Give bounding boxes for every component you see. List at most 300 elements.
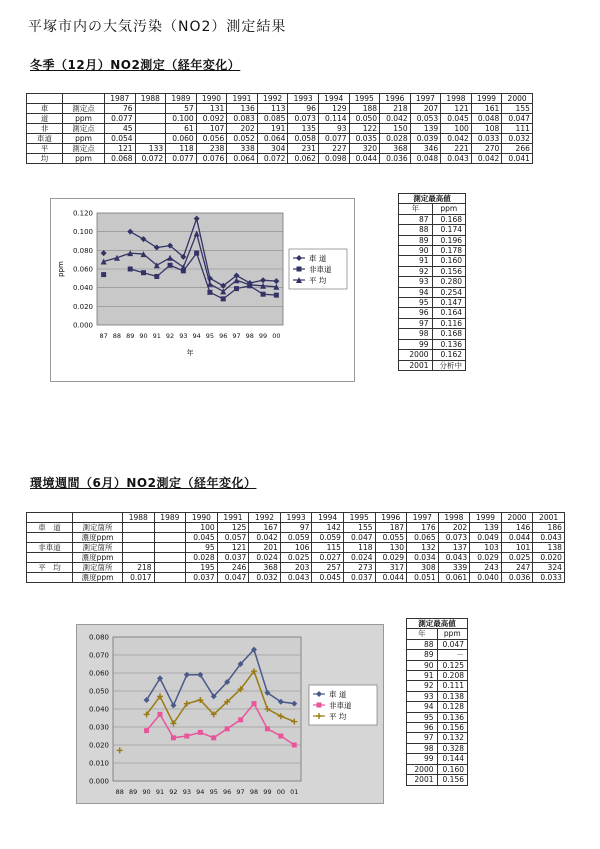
value-cell: 0.064: [227, 154, 258, 164]
value-cell: 103: [470, 543, 502, 553]
winter-chart: [50, 198, 355, 382]
value-cell: 218: [123, 563, 155, 573]
value-cell: 137: [438, 543, 470, 553]
x-tick-label: 92: [169, 788, 178, 796]
x-tick-label: 95: [205, 332, 215, 340]
row-sub-label: ppm: [63, 154, 105, 164]
row-sub-label: ppm: [63, 114, 105, 124]
data-point: [292, 743, 297, 748]
max-table-row: [407, 671, 468, 681]
value-cell: 0.028: [380, 134, 411, 144]
data-point: [154, 274, 159, 279]
data-point: [278, 734, 283, 739]
row-sub-label: 測定箇所: [73, 563, 123, 573]
data-point: [274, 293, 279, 298]
summer-section-title: 環境週間（6月）NO2測定（経年変化）: [30, 476, 257, 490]
value-cell: 0.098: [318, 154, 349, 164]
value-cell: 324: [533, 563, 565, 573]
max-table-row: [399, 266, 466, 276]
year-header-cell: 1987: [105, 94, 136, 104]
value-cell: 218: [380, 104, 411, 114]
value-cell: 61: [166, 124, 197, 134]
value-cell: [123, 553, 155, 563]
value-cell: 167: [249, 523, 281, 533]
value-cell: 0.044: [349, 154, 380, 164]
max-value-cell: 0.156: [437, 775, 468, 785]
value-cell: 130: [375, 543, 407, 553]
max-table-row: [407, 764, 468, 774]
value-cell: 0.032: [249, 573, 281, 583]
max-value-cell: 0.125: [437, 660, 468, 670]
max-year-cell: 90: [399, 246, 433, 256]
x-tick-label: 90: [139, 332, 148, 340]
year-header-cell: 1988: [123, 513, 155, 523]
max-year-cell: 95: [399, 298, 433, 308]
value-cell: 139: [410, 124, 441, 134]
value-cell: 108: [471, 124, 502, 134]
x-tick-label: 93: [182, 788, 191, 796]
max-table-row: [399, 360, 466, 370]
value-cell: 118: [166, 144, 197, 154]
x-tick-label: 91: [155, 788, 165, 796]
max-value-cell: 0.208: [437, 671, 468, 681]
value-cell: 0.029: [375, 553, 407, 563]
value-cell: 320: [349, 144, 380, 154]
year-header-cell: 1994: [318, 94, 349, 104]
x-tick-label: 99: [263, 788, 272, 796]
max-table-row: [399, 277, 466, 287]
data-point: [234, 286, 239, 291]
value-cell: [154, 573, 186, 583]
y-tick-label: 0.080: [72, 246, 93, 255]
value-cell: 0.045: [441, 114, 472, 124]
value-cell: 246: [217, 563, 249, 573]
value-cell: 0.033: [471, 134, 502, 144]
value-cell: 0.048: [471, 114, 502, 124]
value-cell: [135, 104, 166, 114]
value-cell: 161: [471, 104, 502, 114]
header-sub-cell: [73, 513, 123, 523]
year-header-cell: 1993: [280, 513, 312, 523]
winter-section-title: 冬季（12月）NO2測定（経年変化）: [30, 58, 241, 72]
year-header-cell: 2000: [502, 94, 533, 104]
row-group-label: [27, 573, 73, 583]
table-row: [27, 134, 533, 144]
value-cell: 201: [249, 543, 281, 553]
x-tick-label: 95: [209, 788, 218, 796]
value-cell: 155: [343, 523, 375, 533]
value-cell: 187: [375, 523, 407, 533]
data-point: [211, 735, 216, 740]
max-value-cell: 0.164: [432, 308, 466, 318]
table-row: [27, 543, 565, 553]
row-sub-label: 測定箇所: [73, 523, 123, 533]
winter-data-table: [26, 93, 533, 164]
max-value-cell: －: [437, 650, 468, 660]
value-cell: 95: [186, 543, 218, 553]
max-table-row: [399, 246, 466, 256]
value-cell: 346: [410, 144, 441, 154]
max-value-cell: 0.254: [432, 287, 466, 297]
table-row: [27, 154, 533, 164]
max-year-cell: 96: [399, 308, 433, 318]
value-cell: 0.048: [410, 154, 441, 164]
max-value-cell: 0.174: [432, 225, 466, 235]
value-cell: 0.072: [257, 154, 288, 164]
max-value-cell: 0.147: [432, 298, 466, 308]
max-value-cell: 0.156: [437, 723, 468, 733]
data-point: [261, 292, 266, 297]
value-cell: 131: [196, 104, 227, 114]
max-year-cell: 89: [407, 650, 438, 660]
table-row: [27, 573, 565, 583]
value-cell: 0.092: [196, 114, 227, 124]
value-cell: 202: [438, 523, 470, 533]
table-row: [27, 563, 565, 573]
value-cell: 155: [502, 104, 533, 114]
value-cell: [123, 533, 155, 543]
value-cell: [135, 114, 166, 124]
year-header-cell: 1989: [166, 94, 197, 104]
x-tick-label: 96: [223, 788, 232, 796]
value-cell: 0.047: [502, 114, 533, 124]
y-tick-label: 0.020: [72, 302, 93, 311]
legend-label: 平 均: [309, 276, 327, 285]
value-cell: 338: [227, 144, 258, 154]
legend-label: 非車道: [309, 265, 332, 274]
max-year-cell: 95: [407, 712, 438, 722]
value-cell: 0.054: [105, 134, 136, 144]
value-cell: 0.020: [533, 553, 565, 563]
max-table-row: [399, 256, 466, 266]
y-axis-label: ppm: [57, 261, 65, 277]
value-cell: 0.049: [470, 533, 502, 543]
max-table-row: [407, 702, 468, 712]
value-cell: [123, 523, 155, 533]
max-table-title-row: [399, 194, 466, 204]
value-cell: [154, 543, 186, 553]
table-header-row: [27, 513, 565, 523]
value-cell: 0.028: [186, 553, 218, 563]
max-value-cell: 0.162: [432, 350, 466, 360]
max-year-cell: 97: [407, 733, 438, 743]
value-cell: 106: [280, 543, 312, 553]
value-cell: 0.044: [501, 533, 533, 543]
year-header-cell: 1999: [471, 94, 502, 104]
value-cell: 247: [501, 563, 533, 573]
value-cell: 0.039: [410, 134, 441, 144]
year-header-cell: 1990: [186, 513, 218, 523]
winter-chart-svg: [51, 199, 356, 383]
max-year-cell: 91: [407, 671, 438, 681]
header-group-cell: [27, 94, 63, 104]
year-header-cell: 1996: [380, 94, 411, 104]
summer-max-table: [406, 618, 468, 786]
row-group-label: 非: [27, 124, 63, 134]
value-cell: 0.027: [312, 553, 344, 563]
table-row: [27, 144, 533, 154]
winter-max-table: [398, 193, 466, 371]
value-cell: 0.044: [375, 573, 407, 583]
row-sub-label: 濃度ppm: [73, 553, 123, 563]
value-cell: 176: [407, 523, 439, 533]
max-value-cell: 0.196: [432, 235, 466, 245]
data-point: [265, 726, 270, 731]
year-header-cell: 1990: [196, 94, 227, 104]
max-value-cell: 0.328: [437, 743, 468, 753]
value-cell: 0.083: [227, 114, 258, 124]
legend-label: 車 道: [329, 690, 347, 699]
max-table-title-row: [407, 619, 468, 629]
value-cell: 133: [135, 144, 166, 154]
value-cell: 122: [349, 124, 380, 134]
y-tick-label: 0.000: [88, 777, 109, 786]
y-tick-label: 0.040: [88, 705, 109, 714]
legend-label: 平 均: [329, 712, 347, 721]
value-cell: 76: [105, 104, 136, 114]
value-cell: 0.029: [470, 553, 502, 563]
row-group-label: 車道: [27, 134, 63, 144]
value-cell: 139: [470, 523, 502, 533]
value-cell: 227: [318, 144, 349, 154]
year-header-cell: 1998: [438, 513, 470, 523]
value-cell: 195: [186, 563, 218, 573]
year-header-cell: 1994: [312, 513, 344, 523]
max-value-cell: 0.144: [437, 754, 468, 764]
year-header-cell: 1991: [217, 513, 249, 523]
value-cell: 0.042: [441, 134, 472, 144]
value-cell: 107: [196, 124, 227, 134]
value-cell: 57: [166, 104, 197, 114]
max-table-row: [407, 733, 468, 743]
value-cell: 0.060: [166, 134, 197, 144]
table-row: [27, 104, 533, 114]
year-header-cell: 1997: [410, 94, 441, 104]
value-cell: [154, 553, 186, 563]
max-year-cell: 94: [399, 287, 433, 297]
value-cell: 0.017: [123, 573, 155, 583]
value-cell: 304: [257, 144, 288, 154]
value-cell: 0.052: [227, 134, 258, 144]
data-point: [252, 701, 257, 706]
table-row: [27, 533, 565, 543]
value-cell: 121: [441, 104, 472, 114]
value-cell: 0.047: [217, 573, 249, 583]
legend-marker: [297, 267, 302, 272]
max-year-cell: 92: [407, 681, 438, 691]
data-point: [168, 263, 173, 268]
summer-chart-svg: [77, 625, 385, 805]
max-year-cell: 96: [407, 723, 438, 733]
max-value-cell: 0.160: [437, 764, 468, 774]
data-point: [198, 730, 203, 735]
value-cell: 0.042: [380, 114, 411, 124]
year-header-cell: 1992: [249, 513, 281, 523]
row-group-label: [27, 533, 73, 543]
value-cell: 0.032: [502, 134, 533, 144]
row-sub-label: 濃度ppm: [73, 533, 123, 543]
year-header-cell: 1996: [375, 513, 407, 523]
value-cell: 0.077: [166, 154, 197, 164]
value-cell: 188: [349, 104, 380, 114]
value-cell: 0.072: [135, 154, 166, 164]
y-tick-label: 0.100: [72, 228, 93, 237]
x-tick-label: 01: [290, 788, 299, 796]
document-title: 平塚市内の大気汚染（NO2）測定結果: [28, 19, 287, 35]
x-tick-label: 98: [245, 332, 254, 340]
x-tick-label: 97: [232, 332, 241, 340]
value-cell: 221: [441, 144, 472, 154]
table-header-row: [27, 94, 533, 104]
x-tick-label: 89: [126, 332, 135, 340]
max-table-row: [407, 691, 468, 701]
value-cell: 257: [312, 563, 344, 573]
max-table-row: [407, 712, 468, 722]
max-table-row: [407, 650, 468, 660]
max-year-cell: 99: [407, 754, 438, 764]
max-value-cell: 0.047: [437, 639, 468, 649]
max-value-cell: 0.178: [432, 246, 466, 256]
table-row: [27, 523, 565, 533]
value-cell: 129: [318, 104, 349, 114]
y-tick-label: 0.120: [72, 209, 93, 218]
max-table-row: [399, 308, 466, 318]
row-group-label: 非車道: [27, 543, 73, 553]
y-tick-label: 0.050: [88, 687, 109, 696]
x-tick-label: 97: [236, 788, 245, 796]
value-cell: 203: [280, 563, 312, 573]
max-year-cell: 2001: [407, 775, 438, 785]
value-cell: 207: [410, 104, 441, 114]
x-tick-label: 88: [112, 332, 122, 340]
y-tick-label: 0.080: [88, 633, 109, 642]
max-table-row: [399, 225, 466, 235]
y-tick-label: 0.070: [88, 651, 109, 660]
value-cell: 0.037: [343, 573, 375, 583]
max-value-cell: 0.136: [437, 712, 468, 722]
data-point: [194, 251, 199, 256]
max-table-title: 測定最高値: [399, 194, 466, 204]
max-year-cell: 97: [399, 318, 433, 328]
data-point: [171, 735, 176, 740]
max-year-cell: 98: [399, 329, 433, 339]
value-cell: 100: [441, 124, 472, 134]
year-header-cell: 1998: [441, 94, 472, 104]
value-cell: 243: [470, 563, 502, 573]
value-cell: 266: [502, 144, 533, 154]
legend-label: 非車道: [329, 701, 352, 710]
value-cell: 0.043: [280, 573, 312, 583]
value-cell: 0.036: [501, 573, 533, 583]
max-value-cell: 0.160: [432, 256, 466, 266]
value-cell: 0.043: [533, 533, 565, 543]
value-cell: 0.062: [288, 154, 319, 164]
x-axis-label: 年: [186, 349, 194, 357]
y-tick-label: 0.010: [88, 759, 109, 768]
value-cell: 0.036: [380, 154, 411, 164]
value-cell: 113: [257, 104, 288, 114]
max-year-cell: 88: [407, 639, 438, 649]
row-group-label: [27, 553, 73, 563]
value-cell: 0.045: [312, 573, 344, 583]
value-cell: 136: [227, 104, 258, 114]
max-value-cell: 0.116: [432, 318, 466, 328]
max-value-cell: 0.111: [437, 681, 468, 691]
max-year-cell: 91: [399, 256, 433, 266]
value-cell: 101: [501, 543, 533, 553]
max-table-row: [399, 350, 466, 360]
value-cell: [154, 533, 186, 543]
max-value-cell: 0.128: [437, 702, 468, 712]
value-cell: 0.034: [407, 553, 439, 563]
value-cell: 0.053: [410, 114, 441, 124]
data-point: [221, 296, 226, 301]
value-cell: 45: [105, 124, 136, 134]
value-cell: 0.059: [280, 533, 312, 543]
row-sub-label: 濃度ppm: [73, 573, 123, 583]
y-tick-label: 0.060: [88, 669, 109, 678]
value-cell: 97: [280, 523, 312, 533]
data-point: [225, 726, 230, 731]
value-cell: 0.057: [217, 533, 249, 543]
value-cell: 270: [471, 144, 502, 154]
value-cell: 0.064: [257, 134, 288, 144]
max-year-cell: 88: [399, 225, 433, 235]
value-cell: 0.058: [288, 134, 319, 144]
x-tick-label: 93: [179, 332, 188, 340]
data-point: [184, 734, 189, 739]
row-sub-label: ppm: [63, 134, 105, 144]
x-tick-label: 94: [192, 332, 201, 340]
value-cell: 138: [533, 543, 565, 553]
row-group-label: 車: [27, 104, 63, 114]
max-table-row: [399, 339, 466, 349]
value-cell: 0.043: [441, 154, 472, 164]
value-cell: 142: [312, 523, 344, 533]
row-sub-label: 測定点: [63, 144, 105, 154]
value-cell: 0.033: [533, 573, 565, 583]
value-cell: 317: [375, 563, 407, 573]
row-group-label: 平: [27, 144, 63, 154]
y-tick-label: 0.040: [72, 284, 93, 293]
value-cell: 0.025: [501, 553, 533, 563]
value-cell: 0.055: [375, 533, 407, 543]
max-year-cell: 87: [399, 214, 433, 224]
value-cell: 368: [380, 144, 411, 154]
y-tick-label: 0.000: [72, 321, 93, 330]
value-cell: 238: [196, 144, 227, 154]
x-tick-label: 00: [276, 788, 285, 796]
max-table-row: [407, 723, 468, 733]
value-cell: 0.061: [438, 573, 470, 583]
value-cell: 0.040: [470, 573, 502, 583]
max-table-row: [407, 775, 468, 785]
summer-chart: [76, 624, 384, 804]
year-header-cell: 2001: [533, 513, 565, 523]
max-table-row: [399, 329, 466, 339]
max-year-cell: 2000: [407, 764, 438, 774]
value-cell: 191: [257, 124, 288, 134]
x-tick-label: 90: [142, 788, 151, 796]
row-sub-label: 測定点: [63, 124, 105, 134]
year-header-cell: 1988: [135, 94, 166, 104]
value-cell: 186: [533, 523, 565, 533]
value-cell: 0.059: [312, 533, 344, 543]
value-cell: 111: [502, 124, 533, 134]
max-table-header-row: [399, 204, 466, 214]
max-table-row: [399, 214, 466, 224]
year-header-cell: 2000: [501, 513, 533, 523]
